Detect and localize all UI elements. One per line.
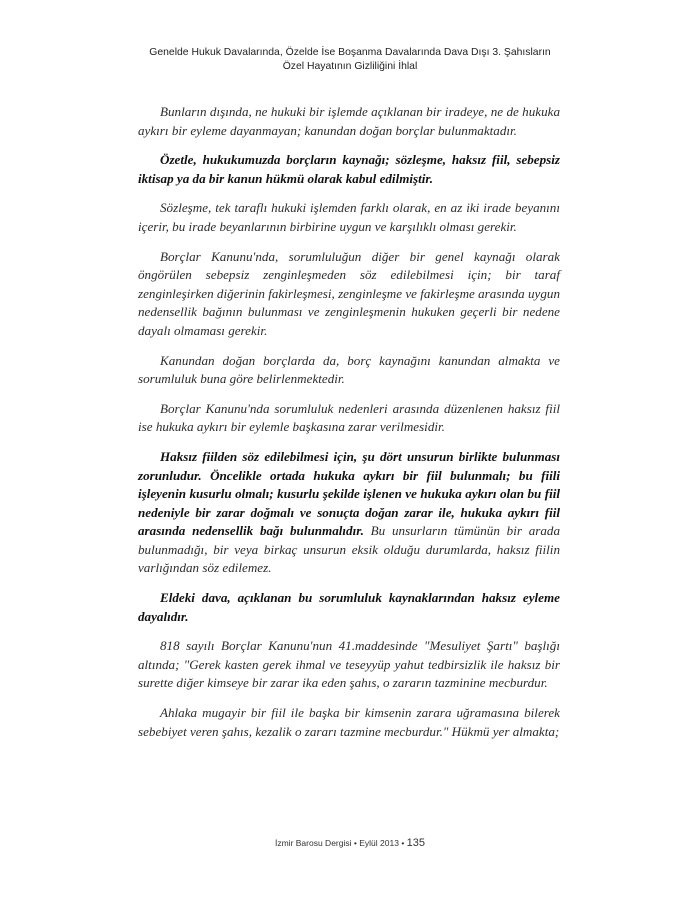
paragraph: 818 sayılı Borçlar Kanunu'nun 41.maddesinde "Mesuliyet Şartı" başlığı altında; "Gerek kasten gerek ihmal ve teseyyüp yahut tedbirsizlik ile haksız bir surette diğer kimseye bir zarar ika eden şahıs, o zararın tazminine mecburdur. bbox=[138, 638, 560, 691]
paragraph: Özetle, hukukumuzda borçların kaynağı; sözleşme, haksız fiil, sebepsiz iktisap ya da bir kanun hükmü olarak kabul edilmiştir. bbox=[138, 152, 560, 186]
paragraph: Borçlar Kanunu'nda sorumluluk nedenleri arasında düzenlenen haksız fiil ise hukuka aykırı bir eylemle başkasına zarar verilmesidir. bbox=[138, 400, 560, 435]
header-line-1: Genelde Hukuk Davalarında, Özelde İse Boşanma Davalarında Dava Dışı 3. Şahısların bbox=[149, 47, 551, 58]
header-line-2: Özel Hayatının Gizliliğini İhlal bbox=[282, 61, 418, 72]
page-footer bbox=[0, 837, 700, 849]
footer-separator: • bbox=[401, 838, 407, 848]
paragraph: Sözleşme, tek taraflı hukuki işlemden farklı olarak, en az iki irade beyanını içerir, bu irade beyanlarının birbirine uygun ve karşılıklı olması gerekir. bbox=[138, 200, 560, 234]
paragraph: Ahlaka mugayir bir fiil ile başka bir kimsenin zarara uğramasına bilerek sebebiyet veren şahıs, kezalik o zararı tazmine mecburdur." Hükmü yer almakta; bbox=[138, 705, 560, 739]
article-body bbox=[138, 103, 560, 752]
paragraph-bold-part: Haksız fiilden söz edilebilmesi için, şu dört unsurun birlikte bulunması zorunludur. Öncelikle ortada hukuka aykırı bir fiil bulunmalı; bu fiili işleyenin kusurlu olmalı; kusurlu şekilde işlenen ve hukuka aykırı olan bu fiil nedeniyle bir zarar doğmalı ve sonuçta doğan zarar ile, hukuka aykırı fiil arasında nedensellik bağı bulunmalıdır. bbox=[138, 448, 560, 539]
paragraph bbox=[138, 448, 560, 578]
paragraph: Eldeki dava, açıklanan bu sorumluluk kaynaklarından haksız eyleme dayalıdır. bbox=[138, 590, 560, 624]
paragraph: Bunların dışında, ne hukuki bir işlemde açıklanan bir iradeye, ne de hukuka aykırı bir eyleme dayanmayan; kanundan doğan borçlar bulunmaktadır. bbox=[138, 104, 560, 138]
journal-name: İzmir Barosu Dergisi bbox=[274, 838, 352, 848]
page-number: 135 bbox=[406, 837, 426, 849]
paragraph: Borçlar Kanunu'nda, sorumluluğun diğer bir genel kaynağı olarak öngörülen sebepsiz zenginleşmeden söz edilebilmesi için; bir taraf zenginleşirken diğerinin fakirleşmesi, zenginleşme ve fakirleşme arasında uygun nedensellik bağının bulunması ve zenginleşmenin hukuken geçerli bir nedene dayalı olmaması gerekir. bbox=[138, 248, 560, 338]
issue-date: Eylül 2013 bbox=[359, 838, 399, 848]
footer-separator: • bbox=[353, 838, 360, 848]
running-header bbox=[0, 46, 700, 74]
paragraph: Kanundan doğan borçlarda da, borç kaynağını kanundan almakta ve sorumluluk buna göre belirlenmektedir. bbox=[138, 352, 560, 387]
paragraph-regular-part: Bu unsurların tümünün bir arada bulunmadığı, bir veya birkaç unsurun eksik olduğu durumlarda, haksız fiilin varlığından söz edilemez. bbox=[138, 523, 560, 576]
